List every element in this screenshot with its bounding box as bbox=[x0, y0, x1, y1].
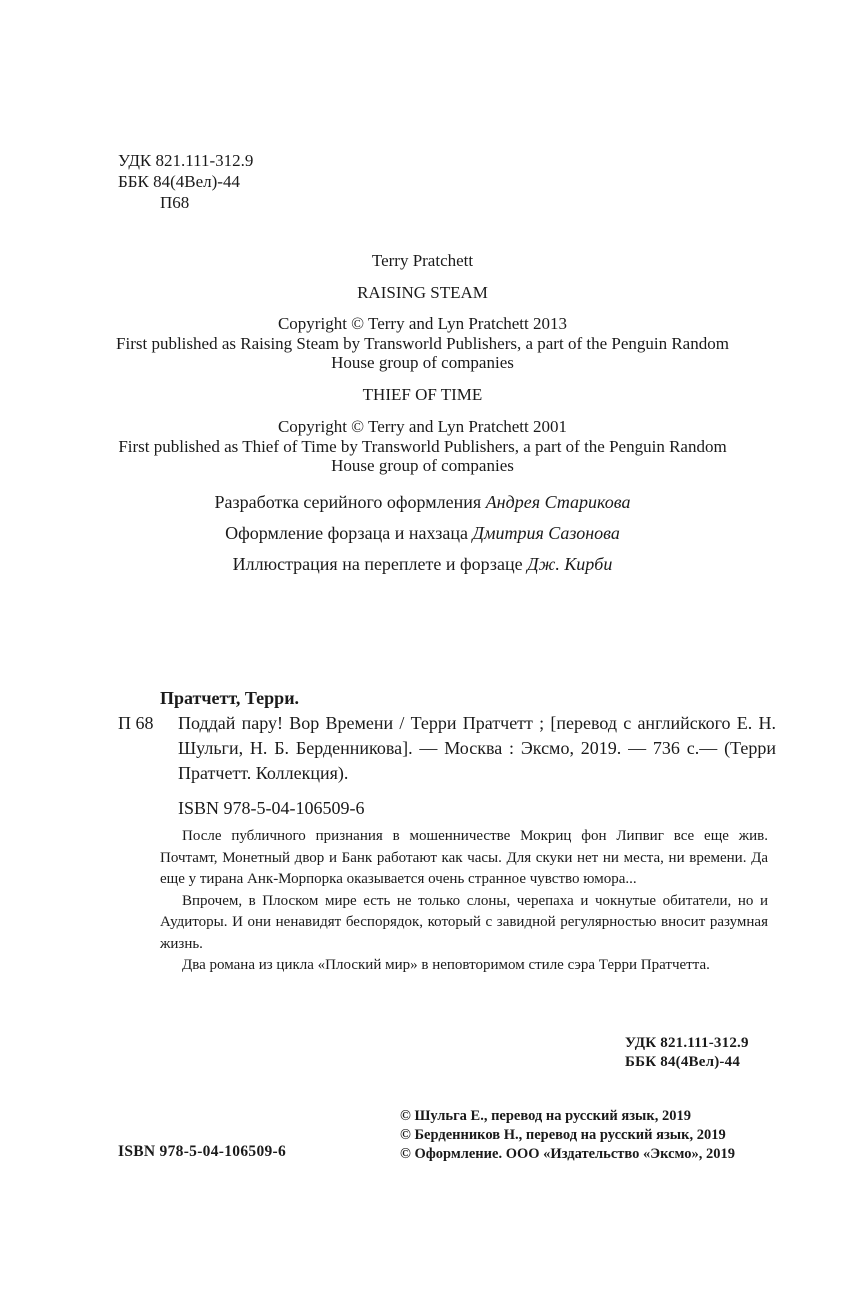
udk-code: УДК 821.111-312.9 bbox=[118, 151, 254, 170]
bibliographic-description: Поддай пару! Вор Времени / Терри Пратчетт ; [перевод с английского Е. Н. Шульги, Н. Б. Берденникова]. — Москва : Эксмо, 2019. — 736 с.— (Терри Пратчетт. Коллекция). bbox=[178, 713, 776, 783]
book2-copyright: Copyright © Terry and Lyn Pratchett 2001 bbox=[277, 417, 568, 436]
copyright-line: © Оформление. ООО «Издательство «Эксмо», 2019 bbox=[400, 1146, 735, 1162]
credit-name: Андрея Старикова bbox=[485, 492, 631, 512]
book2-published-line1: First published as Thief of Time by Transworld Publishers, a part of the Penguin Random bbox=[118, 436, 727, 456]
book2-published-line2: House group of companies bbox=[331, 456, 514, 475]
bibliographic-isbn: ISBN 978-5-04-106509-6 bbox=[178, 798, 365, 818]
book2-title: THIEF OF TIME bbox=[362, 385, 483, 404]
bbk-code: ББК 84(4Вел)-44 bbox=[118, 172, 240, 191]
bibliographic-author: Пратчетт, Терри. bbox=[160, 688, 300, 708]
annotation-paragraph: После публичного признания в мошенничестве Мокриц фон Липвиг все еще жив. Почтамт, Монетный двор и Банк работают как часы. Для скуки нет ни места, ни времени. Да еще у тирана Анк-Морпорка оказывается очень странное чувство юмора... bbox=[160, 828, 768, 887]
copyright-line: © Берденников Н., перевод на русский язык, 2019 bbox=[400, 1127, 726, 1143]
copyright-line: © Шульга Е., перевод на русский язык, 2019 bbox=[400, 1108, 691, 1124]
original-author: Terry Pratchett bbox=[371, 251, 474, 270]
credit-series-design: Разработка серийного оформления Андрея Старикова bbox=[214, 492, 631, 512]
credit-illustration: Иллюстрация на переплете и форзаце Дж. Кирби bbox=[232, 554, 613, 574]
book1-published-line2: House group of companies bbox=[331, 353, 514, 372]
annotation-paragraph: Впрочем, в Плоском мире есть не только слоны, черепаха и чокнутые обитатели, но и Аудиторы. И они ненавидят беспорядок, который с завидной регулярностью вносит разумная жизнь. bbox=[160, 892, 768, 952]
isbn-bottom: ISBN 978-5-04-106509-6 bbox=[118, 1143, 287, 1160]
credit-name: Дж. Кирби bbox=[527, 554, 613, 574]
annotation-paragraph: Два романа из цикла «Плоский мир» в неповторимом стиле сэра Терри Пратчетта. bbox=[182, 957, 710, 973]
copyright-notices bbox=[400, 1107, 735, 1164]
credit-name: Дмитрия Сазонова bbox=[472, 523, 620, 543]
bbk-code-bold: ББК 84(4Вел)-44 bbox=[625, 1054, 741, 1070]
book1-title: RAISING STEAM bbox=[357, 283, 488, 302]
book1-published-line1: First published as Raising Steam by Transworld Publishers, a part of the Penguin Random bbox=[116, 333, 729, 353]
author-mark: П68 bbox=[160, 193, 190, 212]
book1-copyright: Copyright © Terry and Lyn Pratchett 2013 bbox=[277, 314, 568, 333]
classification-codes-bold bbox=[625, 1034, 749, 1072]
bibliographic-code: П 68 bbox=[118, 713, 154, 733]
classification-codes bbox=[118, 150, 253, 213]
bibliographic-entry bbox=[118, 711, 776, 786]
udk-code-bold: УДК 821.111-312.9 bbox=[625, 1035, 749, 1051]
credit-endpaper-design: Оформление форзаца и нахзаца Дмитрия Сазонова bbox=[225, 523, 620, 543]
book2-copyright-block bbox=[100, 417, 745, 476]
book1-copyright-block bbox=[100, 314, 745, 373]
bibliographic-record bbox=[118, 686, 776, 821]
annotation bbox=[160, 826, 768, 977]
